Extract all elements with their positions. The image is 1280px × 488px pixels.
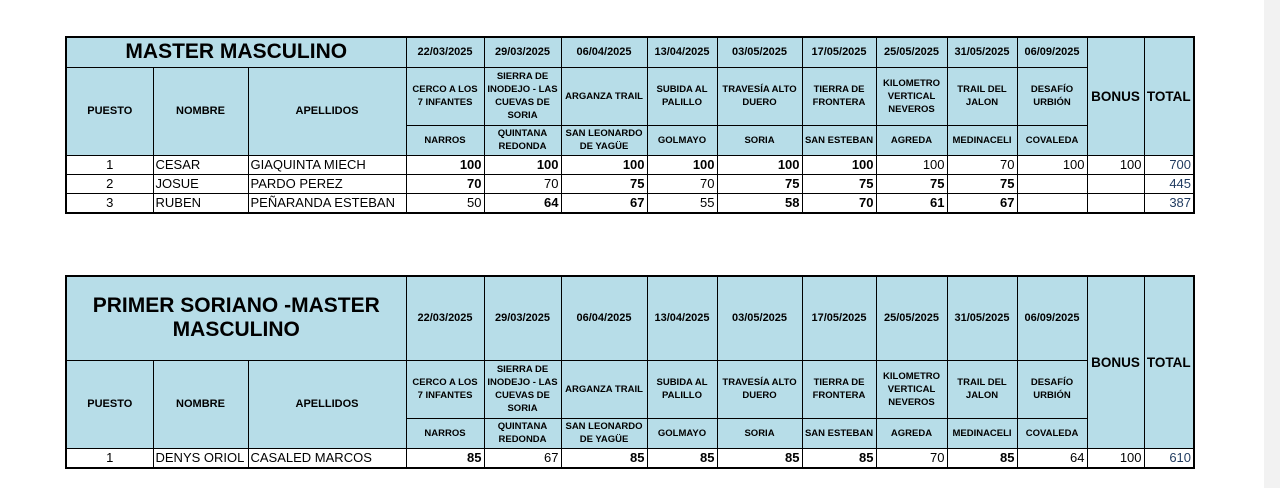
score-cell: 75 — [717, 174, 802, 193]
score-cell: 58 — [717, 193, 802, 213]
race-name: DESAFÍO URBIÓN — [1017, 67, 1087, 125]
score-cell: 64 — [1017, 448, 1087, 468]
race-location: NARROS — [406, 418, 484, 448]
header-row-races — [66, 67, 1194, 125]
total-cell: 387 — [1144, 193, 1194, 213]
score-cell — [1017, 174, 1087, 193]
score-cell: 61 — [876, 193, 947, 213]
score-cell: 85 — [947, 448, 1017, 468]
score-cell: 75 — [561, 174, 647, 193]
race-date: 31/05/2025 — [947, 276, 1017, 360]
standings-table — [65, 275, 1195, 469]
score-cell: 100 — [406, 155, 484, 174]
score-cell: 55 — [647, 193, 717, 213]
score-cell: 67 — [947, 193, 1017, 213]
score-cell: 70 — [947, 155, 1017, 174]
puesto-cell: 2 — [66, 174, 153, 193]
race-location: COVALEDA — [1017, 418, 1087, 448]
race-name: SUBIDA AL PALILLO — [647, 67, 717, 125]
header-row-races — [66, 360, 1194, 418]
race-location: MEDINACELI — [947, 418, 1017, 448]
race-date: 25/05/2025 — [876, 276, 947, 360]
race-date: 25/05/2025 — [876, 37, 947, 67]
score-cell: 70 — [647, 174, 717, 193]
bonus-header: BONUS — [1087, 37, 1144, 155]
apellidos-cell: PEÑARANDA ESTEBAN — [248, 193, 406, 213]
score-cell: 85 — [717, 448, 802, 468]
race-name: KILOMETRO VERTICAL NEVEROS — [876, 67, 947, 125]
race-location: SAN ESTEBAN — [802, 418, 876, 448]
score-cell — [1017, 193, 1087, 213]
race-date: 13/04/2025 — [647, 276, 717, 360]
race-date: 03/05/2025 — [717, 276, 802, 360]
race-date: 22/03/2025 — [406, 276, 484, 360]
puesto-cell: 1 — [66, 448, 153, 468]
race-location: SORIA — [717, 125, 802, 155]
score-cell: 85 — [802, 448, 876, 468]
race-location: COVALEDA — [1017, 125, 1087, 155]
puesto-cell: 3 — [66, 193, 153, 213]
total-cell: 610 — [1144, 448, 1194, 468]
race-name: CERCO A LOS 7 INFANTES — [406, 360, 484, 418]
score-cell: 100 — [876, 155, 947, 174]
apellidos-cell: CASALED MARCOS — [248, 448, 406, 468]
table-row — [66, 155, 1194, 174]
nombre-cell: JOSUE — [153, 174, 248, 193]
bonus-cell: 100 — [1087, 155, 1144, 174]
score-cell: 70 — [876, 448, 947, 468]
race-date: 29/03/2025 — [484, 37, 561, 67]
race-name: ARGANZA TRAIL — [561, 67, 647, 125]
race-date: 06/04/2025 — [561, 276, 647, 360]
race-name: CERCO A LOS 7 INFANTES — [406, 67, 484, 125]
apellidos-header: APELLIDOS — [248, 360, 406, 448]
score-cell: 100 — [561, 155, 647, 174]
table-row — [66, 448, 1194, 468]
race-location: QUINTANA REDONDA — [484, 418, 561, 448]
puesto-header: PUESTO — [66, 67, 153, 155]
race-name: TRAIL DEL JALON — [947, 67, 1017, 125]
apellidos-cell: GIAQUINTA MIECH — [248, 155, 406, 174]
table-row — [66, 193, 1194, 213]
score-cell: 100 — [1017, 155, 1087, 174]
race-name: ARGANZA TRAIL — [561, 360, 647, 418]
score-cell: 100 — [484, 155, 561, 174]
bonus-header: BONUS — [1087, 276, 1144, 448]
race-location: GOLMAYO — [647, 125, 717, 155]
apellidos-header: APELLIDOS — [248, 67, 406, 155]
header-row-dates — [66, 276, 1194, 360]
race-date: 03/05/2025 — [717, 37, 802, 67]
score-cell: 50 — [406, 193, 484, 213]
total-cell: 700 — [1144, 155, 1194, 174]
race-location: SAN LEONARDO DE YAGÜE — [561, 125, 647, 155]
score-cell: 75 — [876, 174, 947, 193]
bonus-cell — [1087, 193, 1144, 213]
standings-table — [65, 36, 1195, 214]
score-cell: 85 — [561, 448, 647, 468]
race-location: SAN ESTEBAN — [802, 125, 876, 155]
total-cell: 445 — [1144, 174, 1194, 193]
score-cell: 100 — [647, 155, 717, 174]
score-cell: 67 — [561, 193, 647, 213]
race-date: 29/03/2025 — [484, 276, 561, 360]
score-cell: 70 — [484, 174, 561, 193]
race-date: 17/05/2025 — [802, 276, 876, 360]
nombre-header: NOMBRE — [153, 67, 248, 155]
race-name: TRAVESÍA ALTO DUERO — [717, 360, 802, 418]
bonus-cell — [1087, 174, 1144, 193]
race-name: TRAIL DEL JALON — [947, 360, 1017, 418]
race-location: GOLMAYO — [647, 418, 717, 448]
race-name: KILOMETRO VERTICAL NEVEROS — [876, 360, 947, 418]
total-header: TOTAL — [1144, 276, 1194, 448]
nombre-cell: RUBEN — [153, 193, 248, 213]
race-location: MEDINACELI — [947, 125, 1017, 155]
race-date: 13/04/2025 — [647, 37, 717, 67]
race-name: TIERRA DE FRONTERA — [802, 360, 876, 418]
race-location: QUINTANA REDONDA — [484, 125, 561, 155]
race-date: 22/03/2025 — [406, 37, 484, 67]
race-location: SORIA — [717, 418, 802, 448]
score-cell: 100 — [802, 155, 876, 174]
score-cell: 100 — [717, 155, 802, 174]
race-date: 06/09/2025 — [1017, 276, 1087, 360]
score-cell: 85 — [406, 448, 484, 468]
race-name: SUBIDA AL PALILLO — [647, 360, 717, 418]
total-header: TOTAL — [1144, 37, 1194, 155]
score-cell: 70 — [406, 174, 484, 193]
race-name: SIERRA DE INODEJO - LAS CUEVAS DE SORIA — [484, 67, 561, 125]
header-row-dates — [66, 37, 1194, 67]
score-cell: 75 — [947, 174, 1017, 193]
race-name: SIERRA DE INODEJO - LAS CUEVAS DE SORIA — [484, 360, 561, 418]
puesto-cell: 1 — [66, 155, 153, 174]
race-location: SAN LEONARDO DE YAGÜE — [561, 418, 647, 448]
page-edge — [1264, 0, 1280, 488]
race-date: 06/09/2025 — [1017, 37, 1087, 67]
nombre-header: NOMBRE — [153, 360, 248, 448]
score-cell: 67 — [484, 448, 561, 468]
race-name: DESAFÍO URBIÓN — [1017, 360, 1087, 418]
score-cell: 70 — [802, 193, 876, 213]
score-cell: 75 — [802, 174, 876, 193]
score-cell: 85 — [647, 448, 717, 468]
race-date: 06/04/2025 — [561, 37, 647, 67]
race-location: AGREDA — [876, 418, 947, 448]
table-title: PRIMER SORIANO -MASTER MASCULINO — [66, 276, 406, 360]
table-title: MASTER MASCULINO — [66, 37, 406, 67]
apellidos-cell: PARDO PEREZ — [248, 174, 406, 193]
bonus-cell: 100 — [1087, 448, 1144, 468]
race-name: TIERRA DE FRONTERA — [802, 67, 876, 125]
race-date: 31/05/2025 — [947, 37, 1017, 67]
race-date: 17/05/2025 — [802, 37, 876, 67]
score-cell: 64 — [484, 193, 561, 213]
race-location: NARROS — [406, 125, 484, 155]
race-location: AGREDA — [876, 125, 947, 155]
race-name: TRAVESÍA ALTO DUERO — [717, 67, 802, 125]
nombre-cell: DENYS ORIOL — [153, 448, 248, 468]
table-row — [66, 174, 1194, 193]
nombre-cell: CESAR — [153, 155, 248, 174]
puesto-header: PUESTO — [66, 360, 153, 448]
